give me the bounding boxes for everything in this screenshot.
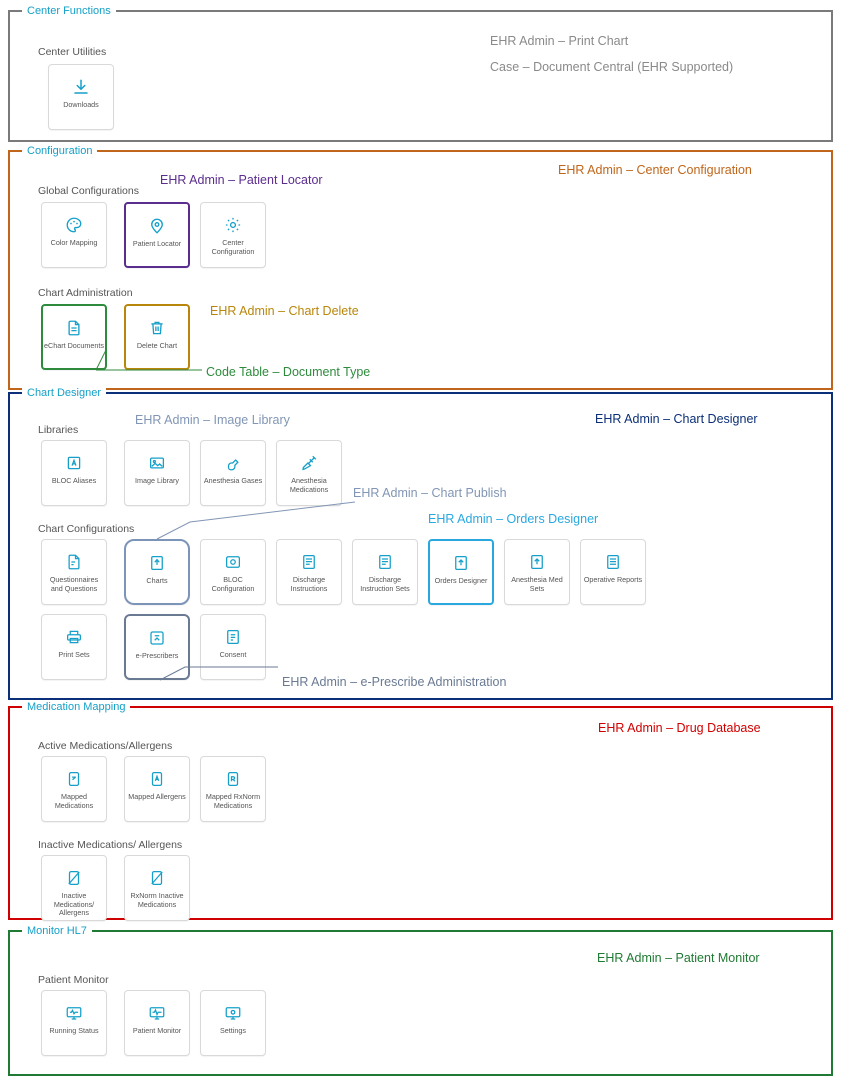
trash-icon — [147, 318, 167, 338]
tile-label: Print Sets — [58, 650, 90, 659]
annotation-print-chart: EHR Admin – Print Chart — [490, 34, 629, 48]
tile-discharge-instruction-sets[interactable] — [352, 539, 418, 605]
section-legend-center-functions: Center Functions — [22, 4, 116, 18]
section-monitor-hl7 — [8, 925, 833, 1076]
tile-settings[interactable] — [200, 990, 266, 1056]
rxnorm-icon — [223, 769, 243, 789]
tile-label: Mapped RxNorm Medications — [205, 792, 261, 810]
monitor-waveform-icon — [147, 1003, 167, 1023]
tile-label: Inactive Medications/ Allergens — [53, 891, 95, 918]
location-pin-icon — [147, 216, 167, 236]
tile-patient-monitor[interactable] — [124, 990, 190, 1056]
consent-icon — [223, 627, 243, 647]
tile-anesthesia-med-sets[interactable] — [504, 539, 570, 605]
tile-label: Charts — [146, 576, 168, 585]
tile-label: e-Prescribers — [135, 651, 179, 660]
chart-page-icon — [147, 553, 167, 573]
tile-delete-chart[interactable] — [124, 304, 190, 370]
section-center-functions — [8, 5, 833, 142]
tile-label: Downloads — [63, 100, 99, 109]
report-icon — [603, 552, 623, 572]
orders-icon — [451, 553, 471, 573]
tile-label: Color Mapping — [50, 238, 98, 247]
bloc-config-icon — [223, 552, 243, 572]
tile-label: Running Status — [49, 1026, 99, 1035]
list-lines-icon — [375, 552, 395, 572]
tile-label: Consent — [219, 650, 247, 659]
tile-discharge-instructions[interactable] — [276, 539, 342, 605]
tile-label: Anesthesia Medications — [289, 476, 329, 494]
section-legend-chart-designer: Chart Designer — [22, 386, 106, 400]
section-legend-monitor-hl7: Monitor HL7 — [22, 924, 92, 938]
annotation-e-prescribe-administration: EHR Admin – e-Prescribe Administration — [282, 675, 507, 689]
tile-charts[interactable] — [124, 539, 190, 605]
tile-label: Center Configuration — [211, 238, 255, 256]
annotation-orders-designer: EHR Admin – Orders Designer — [428, 512, 599, 526]
tile-label: Mapped Allergens — [128, 792, 186, 801]
tile-bloc-aliases[interactable] — [41, 440, 107, 506]
inactive-med-icon — [64, 868, 84, 888]
section-legend-configuration: Configuration — [22, 144, 97, 158]
tile-label: Orders Designer — [434, 576, 488, 585]
download-icon — [71, 77, 91, 97]
group-label-chart-administration: Chart Administration — [38, 287, 133, 299]
image-icon — [147, 453, 167, 473]
monitor-settings-icon — [223, 1003, 243, 1023]
tile-orders-designer[interactable] — [428, 539, 494, 605]
group-label-active-medications-allergens: Active Medications/Allergens — [38, 740, 173, 752]
group-label-patient-monitor: Patient Monitor — [38, 974, 109, 986]
tile-print-sets[interactable] — [41, 614, 107, 680]
pill-bottle-icon — [64, 769, 84, 789]
gas-icon — [223, 453, 243, 473]
annotation-document-central: Case – Document Central (EHR Supported) — [490, 60, 734, 74]
tile-label: Settings — [220, 1026, 246, 1035]
group-label-global-configurations: Global Configurations — [38, 185, 139, 197]
tile-center-configuration[interactable] — [200, 202, 266, 268]
annotation-chart-delete: EHR Admin – Chart Delete — [210, 304, 359, 318]
tile-patient-locator[interactable] — [124, 202, 190, 268]
tile-label: Patient Monitor — [132, 1026, 182, 1035]
tile-label: Operative Reports — [583, 575, 643, 584]
tile-operative-reports[interactable] — [580, 539, 646, 605]
prescriber-icon — [147, 628, 167, 648]
group-label-center-utilities: Center Utilities — [38, 46, 107, 58]
annotation-center-configuration: EHR Admin – Center Configuration — [558, 163, 752, 177]
tile-mapped-rxnorm-medications[interactable] — [200, 756, 266, 822]
tile-mapped-allergens[interactable] — [124, 756, 190, 822]
monitor-status-icon — [64, 1003, 84, 1023]
palette-icon — [64, 215, 84, 235]
tile-anesthesia-medications[interactable] — [276, 440, 342, 506]
tile-rxnorm-inactive-medications[interactable] — [124, 855, 190, 921]
annotation-drug-database: EHR Admin – Drug Database — [598, 721, 761, 735]
section-medication-mapping — [8, 701, 833, 920]
questionnaire-icon — [64, 552, 84, 572]
allergen-icon — [147, 769, 167, 789]
tile-label: Delete Chart — [136, 341, 178, 350]
inactive-rxnorm-icon — [147, 868, 167, 888]
tile-label: BLOC Aliases — [51, 476, 97, 485]
group-label-libraries: Libraries — [38, 424, 79, 436]
tile-inactive-medications-allergens[interactable] — [41, 855, 107, 921]
annotation-chart-designer: EHR Admin – Chart Designer — [595, 412, 758, 426]
tile-consent[interactable] — [200, 614, 266, 680]
tile-anesthesia-gases[interactable] — [200, 440, 266, 506]
tile-label: eChart Documents — [44, 341, 104, 350]
tile-label: Anesthesia Med Sets — [511, 575, 563, 593]
gear-icon — [223, 215, 243, 235]
tile-label: Image Library — [135, 476, 179, 485]
section-configuration — [8, 145, 833, 390]
tile-color-mapping[interactable] — [41, 202, 107, 268]
tile-questionnaires-and-questions[interactable] — [41, 539, 107, 605]
section-chart-designer — [8, 387, 833, 700]
printer-icon — [64, 627, 84, 647]
letter-a-box-icon — [64, 453, 84, 473]
tile-label: Discharge Instruction Sets — [360, 575, 410, 593]
tile-e-prescribers[interactable] — [124, 614, 190, 680]
tile-label: Patient Locator — [132, 239, 182, 248]
tile-downloads[interactable] — [48, 64, 114, 130]
tile-label: BLOC Configuration — [211, 575, 255, 593]
group-label-chart-configurations: Chart Configurations — [38, 523, 135, 535]
tile-label: Questionnaires and Questions — [49, 575, 99, 593]
section-legend-medication-mapping: Medication Mapping — [22, 700, 130, 714]
tile-echart-documents[interactable] — [41, 304, 107, 370]
list-lines-icon — [299, 552, 319, 572]
tile-label: Anesthesia Gases — [203, 476, 263, 485]
med-set-icon — [527, 552, 547, 572]
annotation-code-table-document-type: Code Table – Document Type — [206, 365, 371, 379]
tile-bloc-configuration[interactable] — [200, 539, 266, 605]
tile-mapped-medications[interactable] — [41, 756, 107, 822]
document-icon — [64, 318, 84, 338]
annotation-image-library: EHR Admin – Image Library — [135, 413, 290, 427]
annotation-patient-monitor: EHR Admin – Patient Monitor — [597, 951, 760, 965]
tile-image-library[interactable] — [124, 440, 190, 506]
tile-label: Discharge Instructions — [290, 575, 328, 593]
group-label-inactive-medications-allergens: Inactive Medications/ Allergens — [38, 839, 183, 851]
tile-label: Mapped Medications — [54, 792, 94, 810]
tile-running-status[interactable] — [41, 990, 107, 1056]
syringe-icon — [299, 453, 319, 473]
annotation-chart-publish: EHR Admin – Chart Publish — [353, 486, 507, 500]
annotation-patient-locator: EHR Admin – Patient Locator — [160, 173, 323, 187]
tile-label: RxNorm Inactive Medications — [130, 891, 184, 909]
